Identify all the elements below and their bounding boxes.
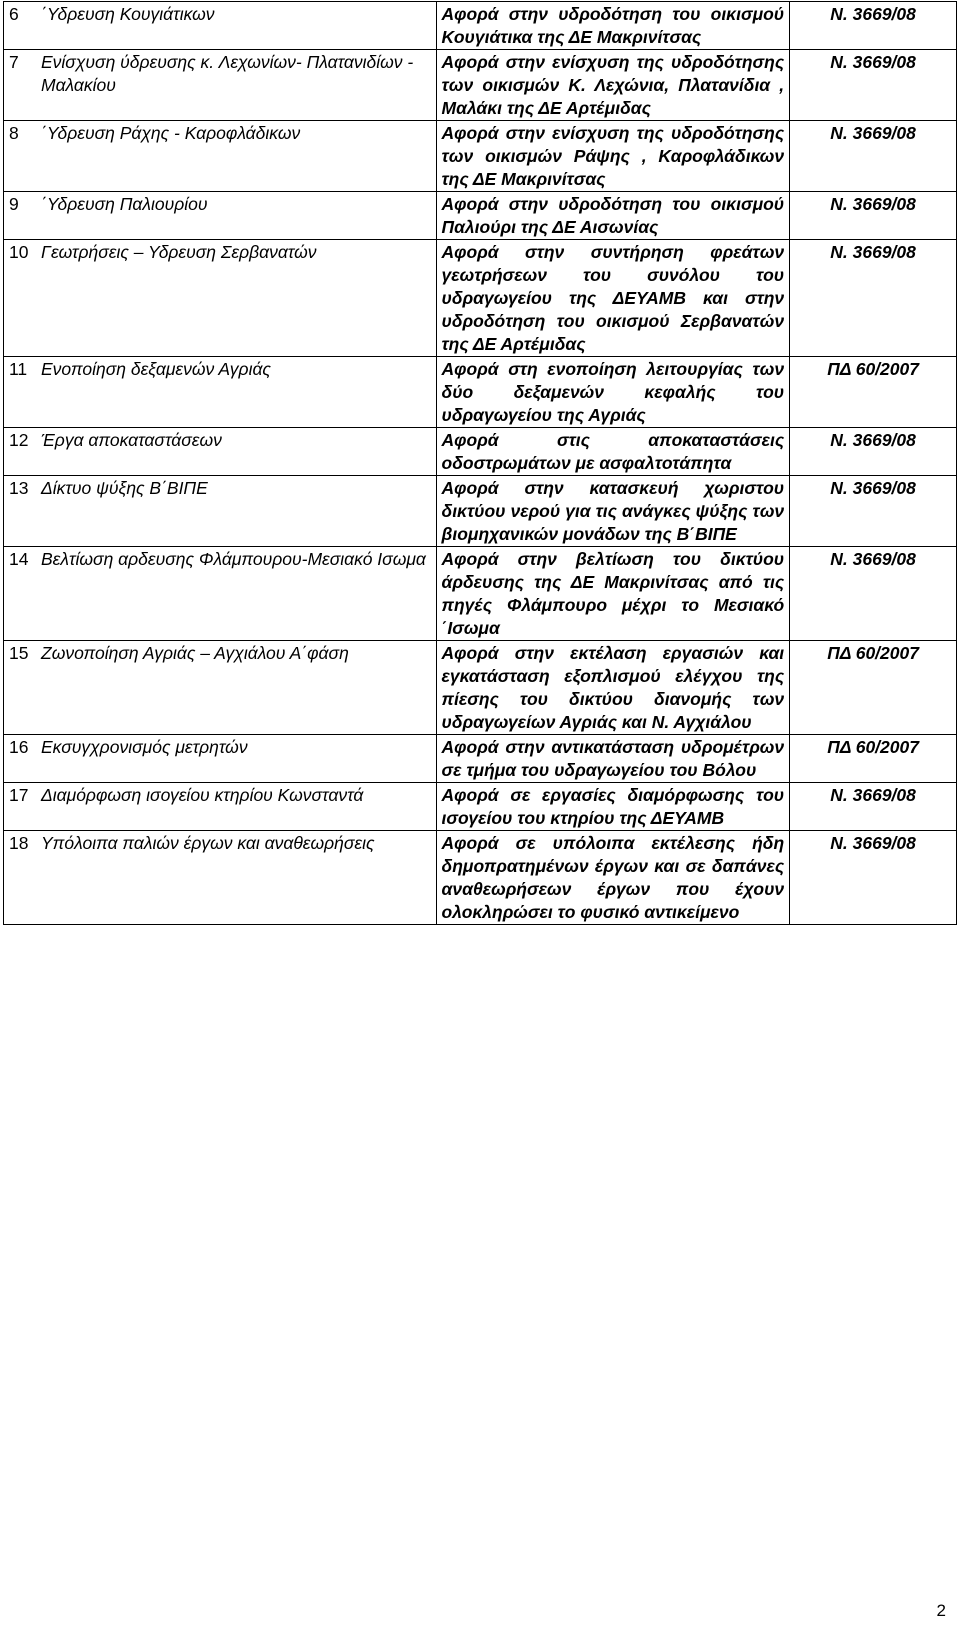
row-number: 17 [9, 785, 29, 805]
row-number: 16 [9, 737, 29, 757]
project-description: Αφορά στην ενίσχυση της υδροδότησης των οικισμών Ράψης , Καροφλάδικων της ΔΕ Μακρινίτσας [436, 121, 790, 192]
project-description: Αφορά στην εκτέλαση εργασιών και εγκατάσταση εξοπλισμού ελέγχου της πίεσης του δικτύου διανομής των υδραγωγείων Αγριάς και Ν. Αγχιάλου [436, 641, 790, 735]
project-description: Αφορά στην κατασκευή χωριστου δικτύου νερού για τις ανάγκες ψύξης των βιομηχανικών μονάδων της Β΄ΒΙΠΕ [436, 476, 790, 547]
projects-table-body [4, 2, 957, 925]
legal-reference: Ν. 3669/08 [790, 192, 957, 240]
project-description: Αφορά στις αποκαταστάσεις οδοστρωμάτων με ασφαλτοτάπητα [436, 428, 790, 476]
project-name: Βελτίωση αρδευσης Φλάμπουρου-Μεσιακό Ισωμα [41, 549, 426, 569]
table-row [4, 428, 957, 476]
project-name: ΄Υδρευση Παλιουρίου [41, 194, 208, 214]
project-name: ΄Υδρευση Κουγιάτικων [41, 4, 215, 24]
row-number: 6 [9, 4, 19, 24]
project-description: Αφορά σε υπόλοιπα εκτέλεσης ήδη δημοπρατημένων έργων και σε δαπάνες αναθεωρήσεων έργων που έχουν ολοκληρώσει το φυσικό αντικείμενο [436, 831, 790, 925]
project-name: Εκσυγχρονισμός μετρητών [41, 737, 248, 757]
project-name-cell [4, 428, 437, 476]
table-row [4, 240, 957, 357]
table-row [4, 357, 957, 428]
project-description: Αφορά στην υδροδότηση του οικισμού Κουγιάτικα της ΔΕ Μακρινίτσας [436, 2, 790, 50]
project-name: Έργα αποκαταστάσεων [41, 430, 222, 450]
project-name-cell [4, 735, 437, 783]
project-name-cell [4, 192, 437, 240]
project-name-cell [4, 121, 437, 192]
table-row [4, 192, 957, 240]
table-row [4, 831, 957, 925]
legal-reference: Ν. 3669/08 [790, 831, 957, 925]
row-number: 7 [9, 52, 19, 72]
project-name-cell [4, 357, 437, 428]
table-row [4, 547, 957, 641]
row-number: 8 [9, 123, 19, 143]
project-description: Αφορά στη ενοποίηση λειτουργίας των δύο δεξαμενών κεφαλής του υδραγωγείου της Αγριάς [436, 357, 790, 428]
row-number: 10 [9, 242, 29, 262]
project-description: Αφορά σε εργασίες διαμόρφωσης του ισογείου του κτηρίου της ΔΕΥΑΜΒ [436, 783, 790, 831]
project-name-cell [4, 783, 437, 831]
table-row [4, 783, 957, 831]
project-name-cell [4, 476, 437, 547]
project-name: Ενίσχυση ύδρευσης κ. Λεχωνίων- Πλατανιδίων - Μαλακίου [41, 52, 414, 95]
legal-reference: Ν. 3669/08 [790, 428, 957, 476]
project-name-cell [4, 831, 437, 925]
project-name-cell [4, 240, 437, 357]
projects-table [3, 1, 957, 925]
table-row [4, 735, 957, 783]
row-number: 13 [9, 478, 29, 498]
row-number: 11 [9, 359, 28, 379]
project-description: Αφορά στην αντικατάσταση υδρομέτρων σε τμήμα του υδραγωγείου του Βόλου [436, 735, 790, 783]
legal-reference: ΠΔ 60/2007 [790, 641, 957, 735]
project-name-cell [4, 547, 437, 641]
row-number: 14 [9, 549, 29, 569]
page-number: 2 [936, 1601, 946, 1620]
project-name: Ενοποίηση δεξαμενών Αγριάς [41, 359, 271, 379]
table-row [4, 641, 957, 735]
row-number: 12 [9, 430, 29, 450]
legal-reference: Ν. 3669/08 [790, 240, 957, 357]
project-name: ΄Υδρευση Ράχης - Καροφλάδικων [41, 123, 301, 143]
legal-reference: Ν. 3669/08 [790, 121, 957, 192]
project-name-cell [4, 641, 437, 735]
row-number: 15 [9, 643, 29, 663]
project-description: Αφορά στην βελτίωση του δικτύου άρδευσης της ΔΕ Μακρινίτσας από τις πηγές Φλάμπουρο μέχρι το Μεσιακό ΄Ισωμα [436, 547, 790, 641]
legal-reference: ΠΔ 60/2007 [790, 357, 957, 428]
project-name: Διαμόρφωση ισογείου κτηρίου Κωνσταντά [41, 785, 364, 805]
project-name: Δίκτυο ψύξης Β΄ΒΙΠΕ [41, 478, 208, 498]
legal-reference: Ν. 3669/08 [790, 547, 957, 641]
project-description: Αφορά στην ενίσχυση της υδροδότησης των οικισμών Κ. Λεχώνια, Πλατανίδια , Μαλάκι της ΔΕ Αρτέμιδας [436, 50, 790, 121]
table-row [4, 476, 957, 547]
row-number: 9 [9, 194, 19, 214]
legal-reference: ΠΔ 60/2007 [790, 735, 957, 783]
project-name: Ζωνοποίηση Αγριάς – Αγχιάλου Α΄φάση [41, 643, 349, 663]
project-description: Αφορά στην συντήρηση φρεάτων γεωτρήσεων του συνόλου του υδραγωγείου της ΔΕΥΑΜΒ και στην υδροδότηση του οικισμού Σερβανατών της ΔΕ Αρτέμιδας [436, 240, 790, 357]
project-name-cell [4, 2, 437, 50]
project-name-cell [4, 50, 437, 121]
table-row [4, 121, 957, 192]
legal-reference: Ν. 3669/08 [790, 476, 957, 547]
project-description: Αφορά στην υδροδότηση του οικισμού Παλιούρι της ΔΕ Αισωνίας [436, 192, 790, 240]
row-number: 18 [9, 833, 29, 853]
legal-reference: Ν. 3669/08 [790, 2, 957, 50]
legal-reference: Ν. 3669/08 [790, 783, 957, 831]
project-name: Γεωτρήσεις – Υδρευση Σερβανατών [41, 242, 317, 262]
legal-reference: Ν. 3669/08 [790, 50, 957, 121]
project-name: Υπόλοιπα παλιών έργων και αναθεωρήσεις [41, 833, 375, 853]
table-row [4, 50, 957, 121]
table-row [4, 2, 957, 50]
